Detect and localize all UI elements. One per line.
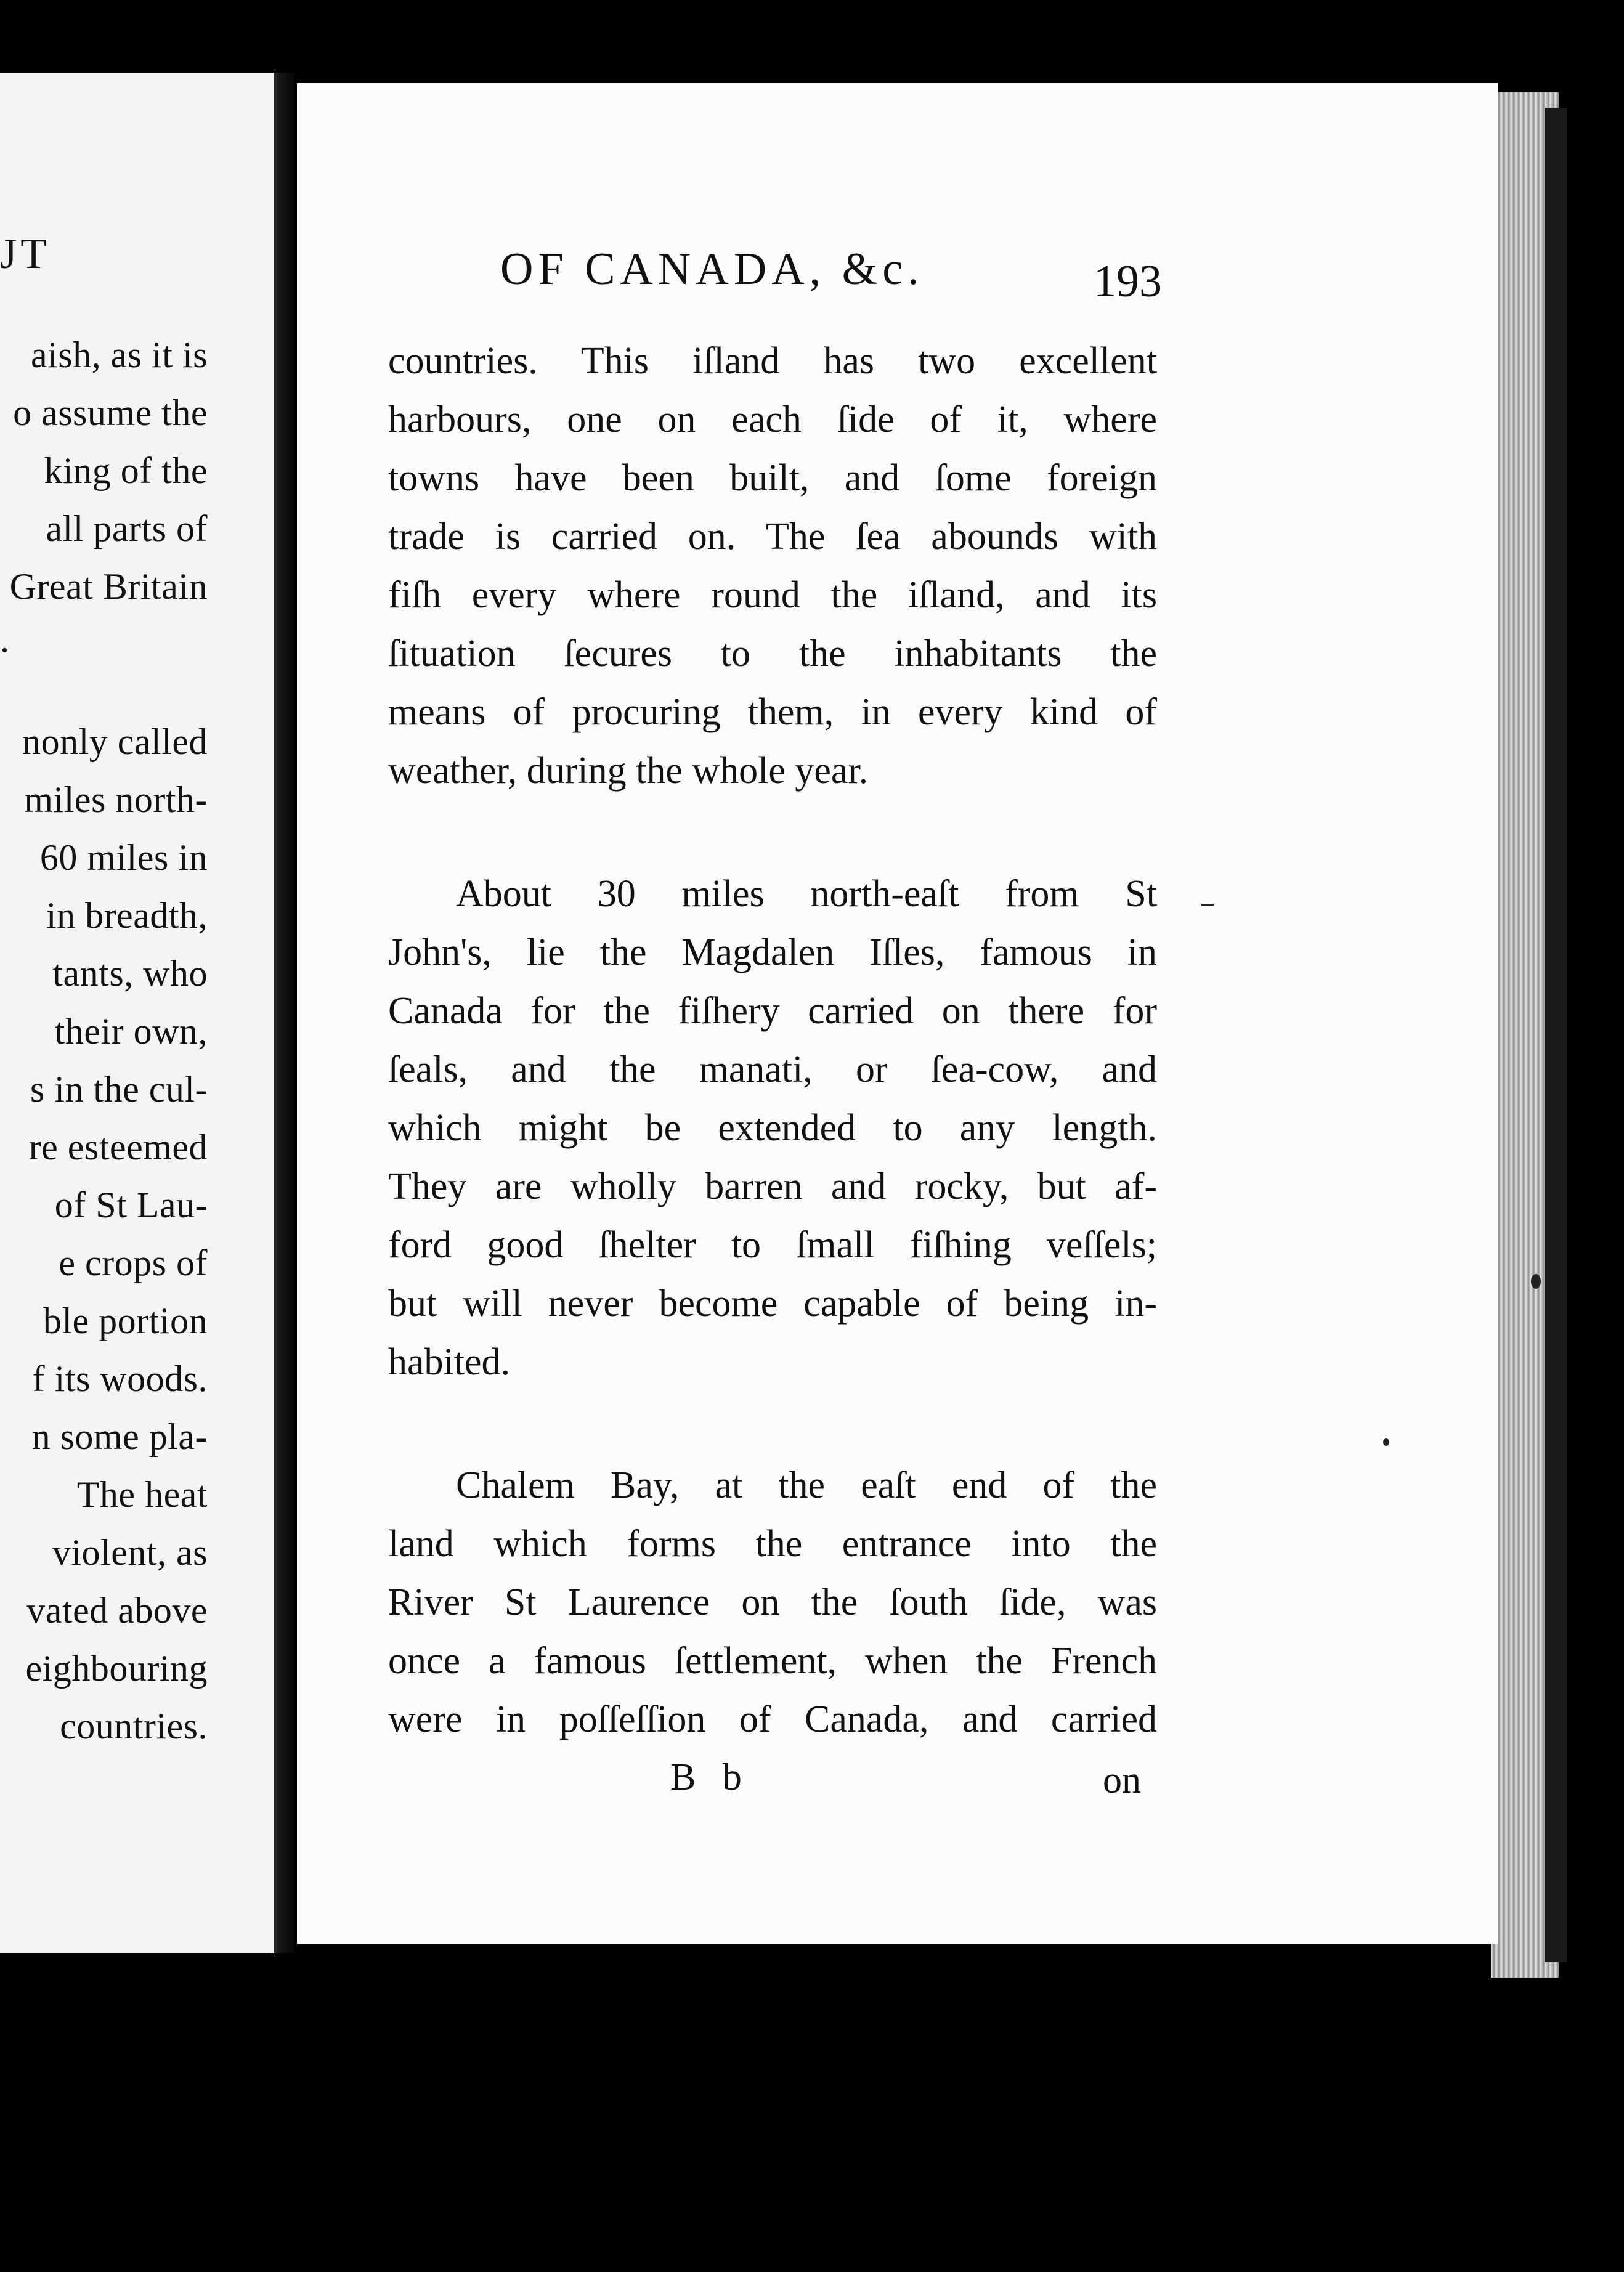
page-number: 193	[1094, 256, 1162, 307]
text-line: ſeals, and the manati, or ſea-cow, and	[388, 1049, 1157, 1090]
catchword: on	[1103, 1759, 1141, 1801]
text-line: once a famous ſettlement, when the French	[388, 1640, 1157, 1682]
left-line: nonly called	[22, 721, 208, 762]
left-line: of St Lau-	[54, 1185, 208, 1225]
text-line: towns have been built, and ſome foreign	[388, 457, 1157, 499]
text-line: land which forms the entrance into the	[388, 1523, 1157, 1565]
text-line: trade is carried on. The ſea abounds with	[388, 516, 1157, 558]
text-line: River St Laurence on the ſouth ſide, was	[388, 1581, 1157, 1623]
left-line: .	[0, 619, 10, 660]
text-line: countries. This iſland has two excellent	[388, 340, 1157, 382]
text-line: weather, during the whole year.	[388, 750, 869, 792]
left-line: re esteemed	[28, 1127, 208, 1167]
left-facing-page	[0, 73, 277, 1953]
left-line: n some pla-	[31, 1416, 208, 1457]
text-line: harbours, one on each ſide of it, where	[388, 399, 1157, 440]
left-line: in breadth,	[46, 895, 208, 936]
book-cover-edge	[1545, 108, 1567, 1962]
text-line: means of procuring them, in every kind of	[388, 691, 1157, 733]
text-line: but will never become capable of being in-	[388, 1283, 1157, 1325]
book-gutter	[277, 73, 295, 1953]
text-line: John's, lie the Magdalen Iſles, famous in	[388, 931, 1157, 973]
scan-speck	[1383, 1438, 1389, 1446]
running-head: OF CANADA, &c.	[500, 244, 924, 294]
left-line: violent, as	[52, 1532, 208, 1573]
left-line: countries.	[60, 1706, 208, 1747]
text-line: habited.	[388, 1341, 510, 1383]
left-line: s in the cul-	[30, 1069, 208, 1110]
left-line: miles north-	[24, 779, 208, 820]
scan-speck	[1201, 904, 1214, 906]
left-line: f its woods.	[32, 1358, 208, 1399]
left-line: vated above	[26, 1590, 208, 1631]
left-line: aish, as it is	[31, 335, 208, 375]
text-line: Canada for the fiſhery carried on there for	[388, 990, 1157, 1032]
left-line: all parts of	[46, 508, 208, 549]
signature-mark: B b	[670, 1756, 750, 1798]
text-line: ſituation ſecures to the inhabitants the	[388, 633, 1157, 675]
left-line: The heat	[76, 1474, 208, 1515]
text-line: They are wholly barren and rocky, but af-	[388, 1166, 1157, 1207]
text-line: which might be extended to any length.	[388, 1107, 1157, 1149]
left-line: eighbouring	[25, 1648, 208, 1689]
text-line: fiſh every where round the iſland, and its	[388, 574, 1157, 616]
left-line: 60 miles in	[39, 837, 208, 878]
left-line: e crops of	[59, 1243, 208, 1283]
left-line: tants, who	[52, 953, 208, 994]
left-running-head: JT	[0, 230, 51, 278]
left-line: Great Britain	[9, 566, 208, 607]
text-line: were in poſſeſſion of Canada, and carried	[388, 1698, 1157, 1740]
text-line: ford good ſhelter to ſmall fiſhing veſſels;	[388, 1224, 1157, 1266]
text-line: Chalem Bay, at the eaſt end of the	[456, 1464, 1157, 1506]
left-line: their own,	[54, 1011, 208, 1052]
text-line: About 30 miles north-eaſt from St	[456, 873, 1157, 915]
left-line: o assume the	[13, 392, 208, 433]
scan-speck	[1531, 1274, 1541, 1289]
left-line: king of the	[44, 450, 208, 491]
left-line: ble portion	[43, 1300, 208, 1341]
